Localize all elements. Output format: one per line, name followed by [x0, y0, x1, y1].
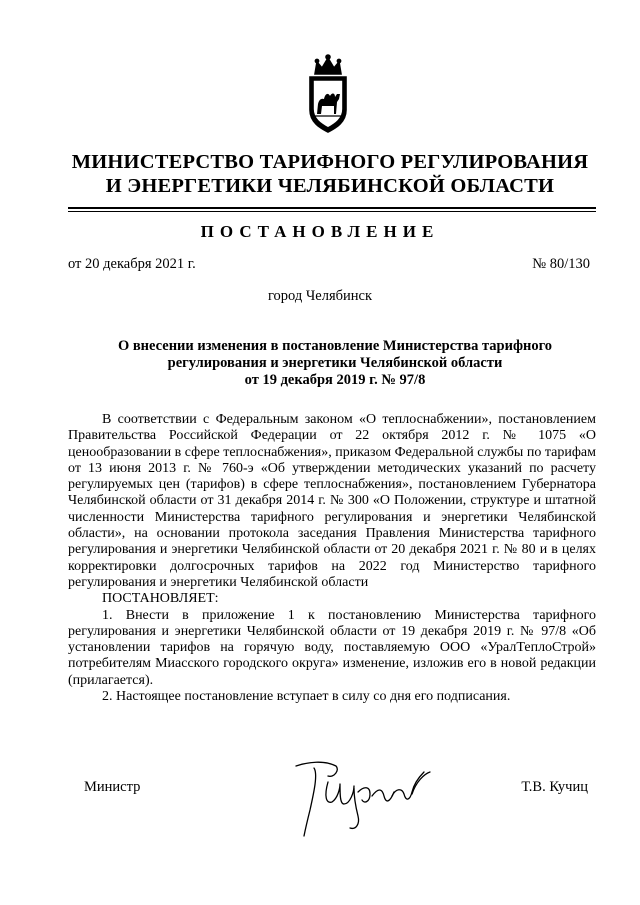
preamble-paragraph: В соответствии с Федеральным законом «О теплоснабжении», постановлением Правительства Российской Федерации от 22 октября 2012 г. № 1075 «О ценообразовании в сфере теплоснабжения», приказом Федеральной службы по тарифам от 13 июня 2013 г. № 760-э «Об утверждении методических указаний по расчету регулируемых цен (тарифов) в сфере теплоснабжения», постановлением Губернатора Челябинской области от 31 декабря 2014 г. № 300 «О Положении, структуре и штатной численности Министерства тарифного регулирования и энергетики Челябинской области», на основании протокола заседания Правления Министерства тарифного регулирования и энергетики Челябинской области от 20 декабря 2021 г. № 80 и в целях корректировки долгосрочных тарифов на 2022 год Министерство тарифного регулирования и энергетики Челябинской области: [68, 412, 596, 590]
document-date: от 20 декабря 2021 г.: [68, 256, 196, 272]
document-number: № 80/130: [532, 256, 590, 272]
document-subject: [100, 338, 570, 389]
header-divider: [68, 207, 596, 209]
coat-of-arms-icon: [306, 52, 350, 134]
item-1-paragraph: 1. Внести в приложение 1 к постановлению Министерства тарифного регулирования и энергетики Челябинской области от 19 декабря 2019 г. № 97/8 «Об установлении тарифов на горячую воду, поставляемую ООО «УралТеплоСтрой» потребителям Миасского городского округа» изменение, изложив его в новой редакции (прилагается).: [68, 607, 596, 688]
document-type-title: ПОСТАНОВЛЕНИЕ: [200, 222, 440, 241]
ministry-name: [40, 150, 620, 198]
signatory-name: Т.В. Кучиц: [521, 779, 588, 795]
header-divider-thin: [68, 211, 596, 212]
ministry-line-1: МИНИСТЕРСТВО ТАРИФНОГО РЕГУЛИРОВАНИЯ: [71, 151, 589, 173]
resolves-heading: ПОСТАНОВЛЯЕТ:: [102, 591, 219, 607]
subject-line-3: от 19 декабря 2019 г. № 97/8: [244, 372, 426, 388]
subject-line-2: регулирования и энергетики Челябинской области: [167, 355, 503, 371]
subject-line-1: О внесении изменения в постановление Министерства тарифного: [117, 338, 553, 354]
document-city: город Челябинск: [267, 288, 373, 304]
signatory-role: Министр: [84, 779, 141, 795]
ministry-line-2: И ЭНЕРГЕТИКИ ЧЕЛЯБИНСКОЙ ОБЛАСТИ: [105, 175, 555, 197]
handwritten-signature: [284, 752, 444, 842]
item-2-paragraph: 2. Настоящее постановление вступает в силу со дня его подписания.: [102, 689, 511, 705]
document-body: [68, 412, 596, 705]
